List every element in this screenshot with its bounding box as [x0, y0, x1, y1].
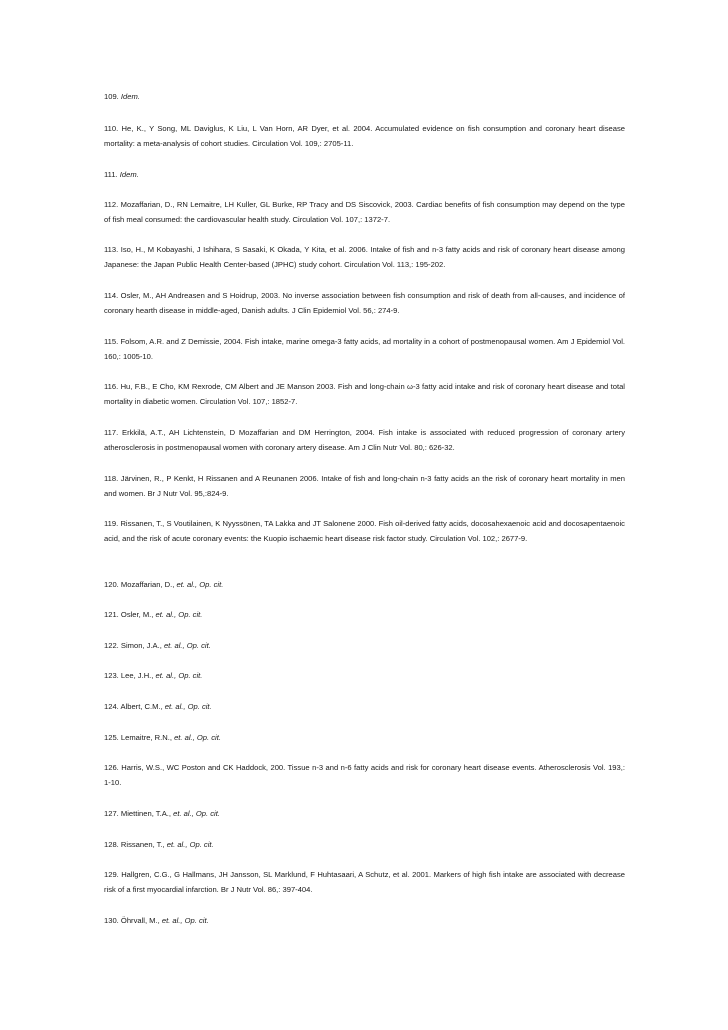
reference-115: 115. Folsom, A.R. and Z Demissie, 2004. Fish intake, marine omega-3 fatty acids, ad mortality in a cohort of postmenopausal women. Am J Epidemiol Vol. 160,: 1005-10. [104, 337, 625, 362]
reference-126: 126. Harris, W.S., WC Poston and CK Haddock, 200. Tissue n-3 and n-6 fatty acids and risk for coronary heart disease events. Atherosclerosis Vol. 193,: 1-10. [104, 763, 625, 788]
reference-128: 128. Rissanen, T., et. al., Op. cit. [104, 840, 214, 849]
reference-121: 121. Osler, M., et. al., Op. cit. [104, 610, 203, 619]
reference-120: 120. Mozaffarian, D., et. al., Op. cit. [104, 580, 224, 589]
reference-127: 127. Miettinen, T.A., et. al., Op. cit. [104, 809, 220, 818]
reference-122: 122. Simon, J.A., et. al., Op. cit. [104, 641, 211, 650]
reference-114: 114. Osler, M., AH Andreasen and S Hoidrup, 2003. No inverse association between fish consumption and risk of death from all-causes, and incidence of coronary hearth disease in middle-aged, Danish adults. J Clin Epidemiol Vol. 56,: 274-9. [104, 291, 625, 316]
reference-118: 118. Järvinen, R., P Kenkt, H Rissanen and A Reunanen 2006. Intake of fish and long-chain n-3 fatty acids an the risk of coronary heart mortality in men and women. Br J Nutr Vol. 95,:824-9. [104, 474, 625, 499]
reference-111: 111. Idem. [104, 170, 139, 179]
reference-113: 113. Iso, H., M Kobayashi, J Ishihara, S Sasaki, K Okada, Y Kita, et al. 2006. Intake of fish and n-3 fatty acids and risk of coronary heart disease among Japanese: the Japan Public Health Center-based (JPHC) study cohort. Circulation Vol. 113,: 195-202. [104, 245, 625, 270]
reference-117: 117. Erkkilä, A.T., AH Lichtenstein, D Mozaffarian and DM Herrington, 2004. Fish intake is associated with reduced progression of coronary artery atherosclerosis in postmenopausal women with coronary artery disease. Am J Clin Nutr Vol. 80,: 626-32. [104, 428, 625, 453]
reference-124: 124. Albert, C.M., et. al., Op. cit. [104, 702, 212, 711]
reference-110: 110. He, K., Y Song, ML Daviglus, K Liu, L Van Horn, AR Dyer, et al. 2004. Accumulated evidence on fish consumption and coronary heart disease mortality: a meta-analysis of cohort studies. Circulation Vol. 109,: 2705-11. [104, 124, 625, 149]
reference-130: 130. Öhrvall, M., et. al., Op. cit. [104, 916, 209, 925]
reference-109: 109. Idem. [104, 92, 140, 101]
reference-129: 129. Hallgren, C.G., G Hallmans, JH Jansson, SL Marklund, F Huhtasaari, A Schutz, et al. 2001. Markers of high fish intake are associated with decrease risk of a first myocardial infarction. Br J Nutr Vol. 86,: 397-404. [104, 870, 625, 895]
reference-112: 112. Mozaffarian, D., RN Lemaitre, LH Kuller, GL Burke, RP Tracy and DS Siscovick, 2003. Cardiac benefits of fish consumption may depend on the type of fish meal consumed: the cardiovascular health study. Circulation Vol. 107,: 1372-7. [104, 200, 625, 225]
reference-116: 116. Hu, F.B., E Cho, KM Rexrode, CM Albert and JE Manson 2003. Fish and long-chain ω-3 fatty acid intake and risk of coronary heart disease and total mortality in diabetic women. Circulation Vol. 107,: 1852-7. [104, 382, 625, 407]
reference-119: 119. Rissanen, T., S Voutilainen, K Nyyssönen, TA Lakka and JT Salonene 2000. Fish oil-derived fatty acids, docosahexaenoic acid and docosapentaenoic acid, and the risk of acute coronary events: the Kuopio ischaemic heart disease risk factor study. Circulation Vol. 102,: 2677-9. [104, 519, 625, 544]
reference-125: 125. Lemaitre, R.N., et. al., Op. cit. [104, 733, 221, 742]
reference-123: 123. Lee, J.H., et. al., Op. cit. [104, 671, 203, 680]
